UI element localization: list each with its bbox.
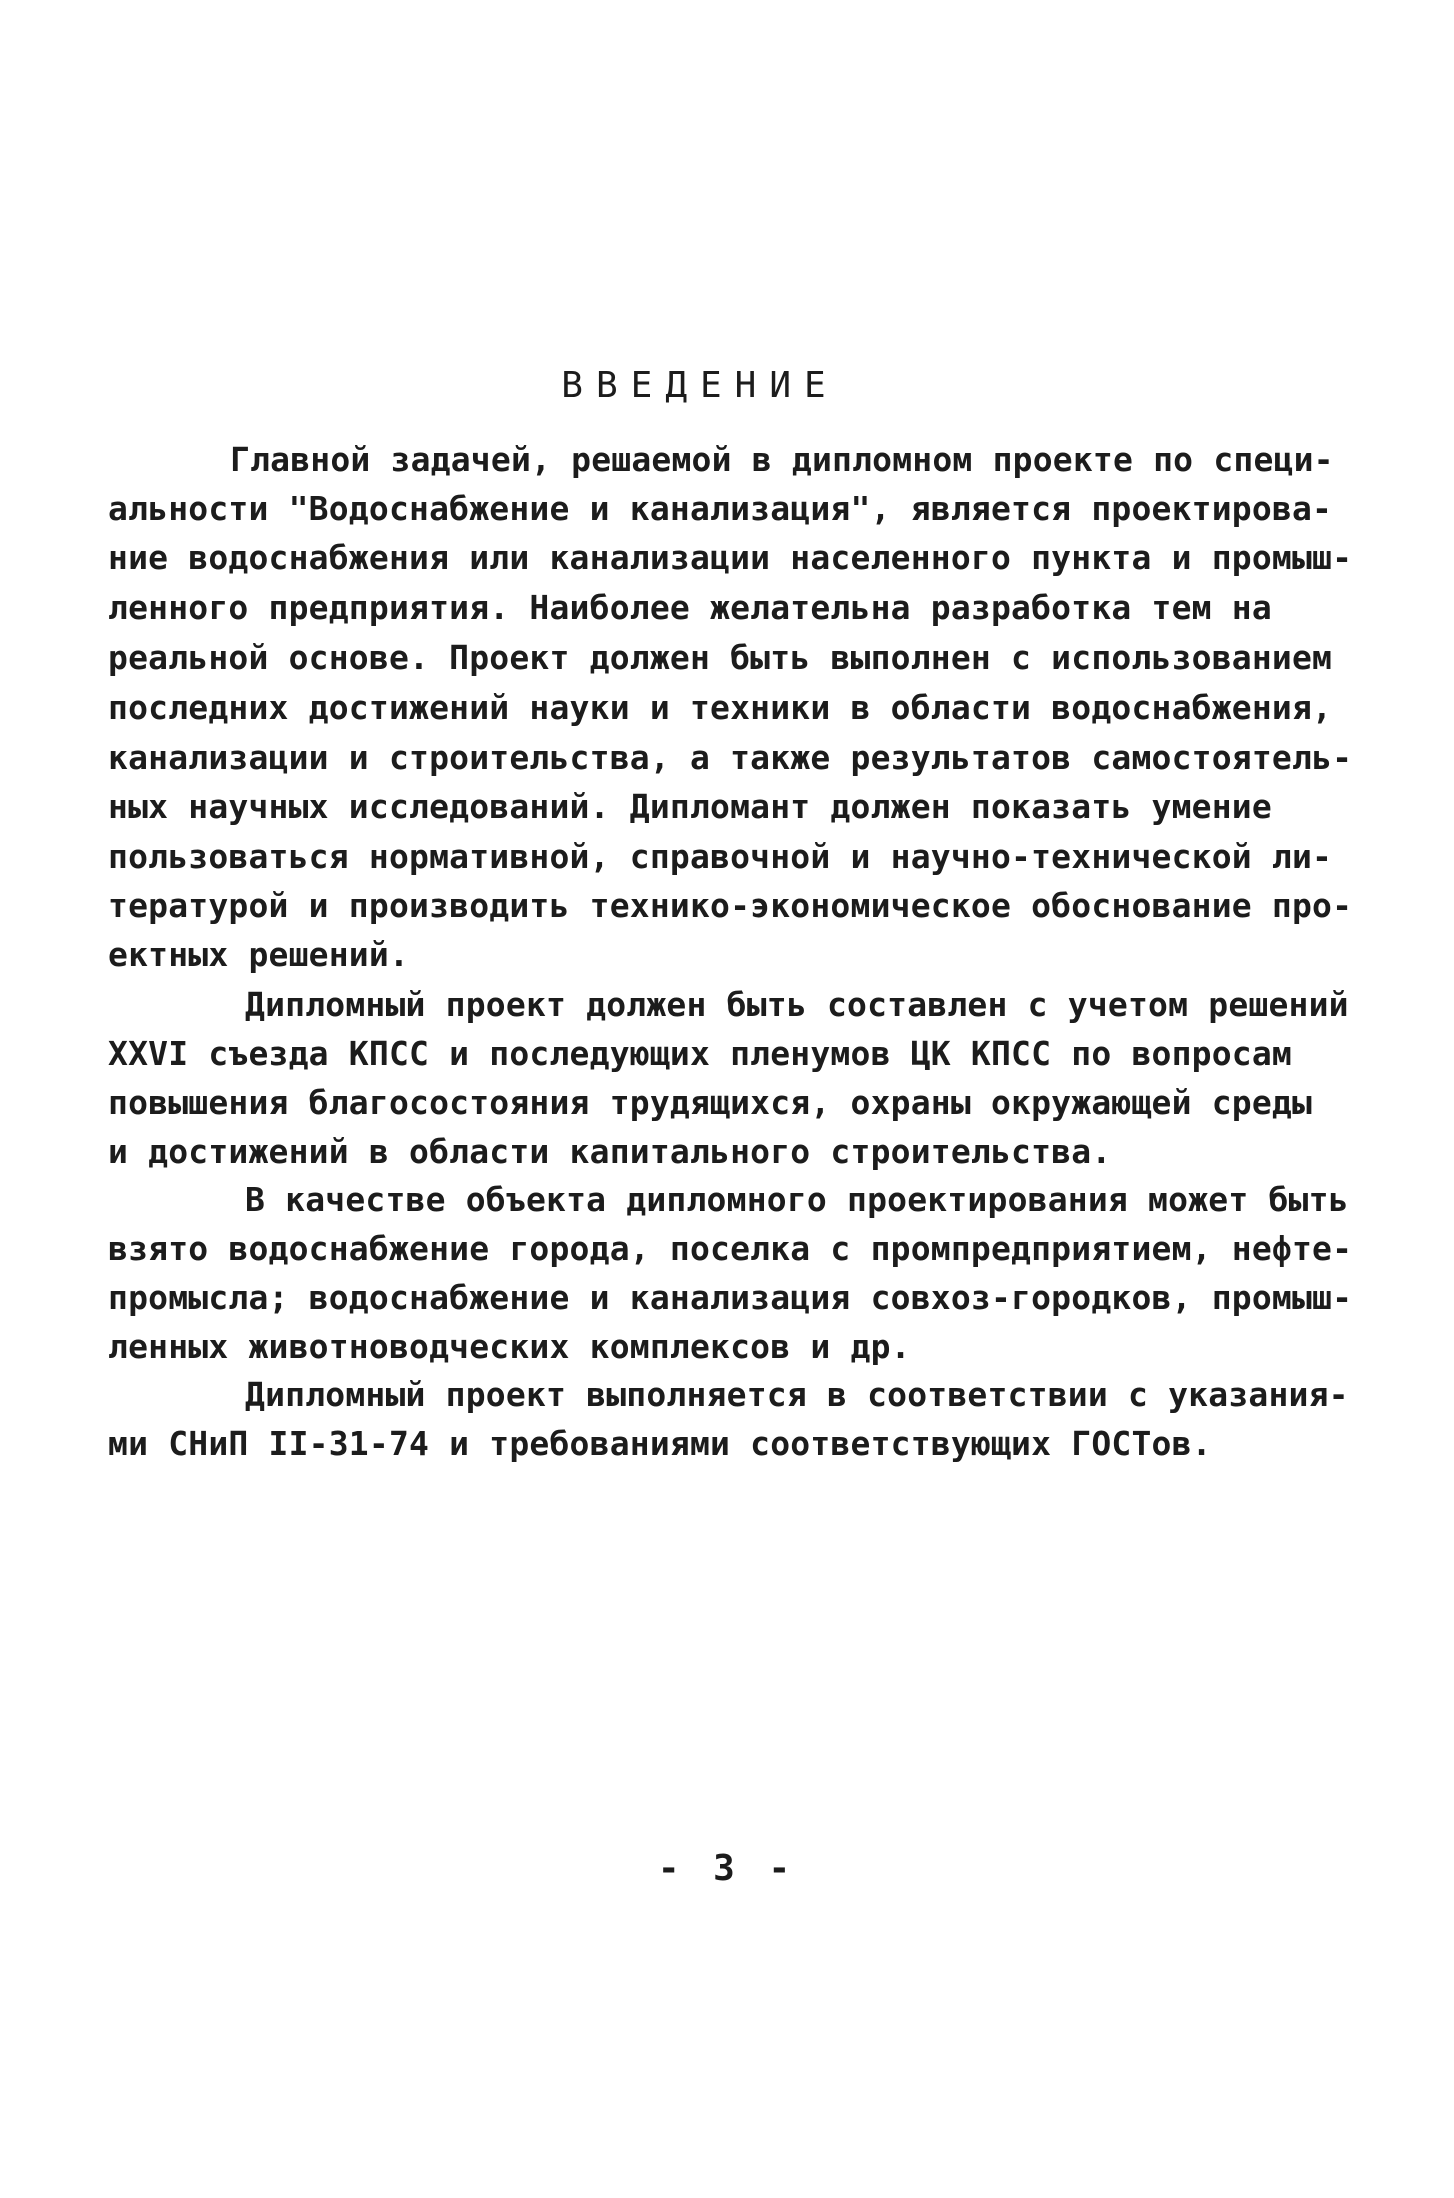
text-line: Дипломный проект должен быть составлен с учетом решений — [245, 985, 1349, 1024]
text-line: тературой и производить технико-экономическое обоснование про- — [108, 886, 1353, 925]
text-line: В качестве объекта дипломного проектирования может быть — [245, 1180, 1349, 1219]
text-line: и достижений в области капитального строительства. — [108, 1132, 1112, 1171]
text-line: альности "Водоснабжение и канализация", является проектирова- — [108, 489, 1333, 528]
text-line: промысла; водоснабжение и канализация совхоз-городков, промыш- — [108, 1278, 1353, 1317]
text-line: повышения благосостояния трудящихся, охраны окружающей среды — [108, 1083, 1313, 1122]
text-line: Дипломный проект выполняется в соответствии с указания- — [245, 1375, 1349, 1414]
text-line: последних достижений науки и техники в области водоснабжения, — [108, 688, 1333, 727]
text-line: реальной основе. Проект должен быть выполнен с использованием — [108, 638, 1333, 677]
text-line: ние водоснабжения или канализации населенного пункта и промыш- — [108, 538, 1353, 577]
text-line: ми СНиП II-31-74 и требованиями соответствующих ГОСТов. — [108, 1424, 1212, 1463]
text-line: ленных животноводческих комплексов и др. — [108, 1327, 911, 1366]
text-line: канализации и строительства, а также результатов самостоятель- — [108, 738, 1353, 777]
text-line: ных научных исследований. Дипломант должен показать умение — [108, 787, 1272, 826]
text-line: пользоваться нормативной, справочной и научно-технической ли- — [108, 837, 1333, 876]
text-line: XXVI съезда КПСС и последующих пленумов ЦК КПСС по вопросам — [108, 1034, 1292, 1073]
page-number: - 3 - — [657, 1848, 797, 1889]
text-line: ектных решений. — [108, 935, 410, 974]
section-heading: ВВЕДЕНИЕ — [561, 365, 839, 406]
text-line: ленного предприятия. Наиболее желательна разработка тем на — [108, 588, 1272, 627]
text-line: Главной задачей, решаемой в дипломном проекте по специ- — [230, 440, 1334, 479]
text-line: взято водоснабжение города, поселка с промпредприятием, нефте- — [108, 1229, 1353, 1268]
